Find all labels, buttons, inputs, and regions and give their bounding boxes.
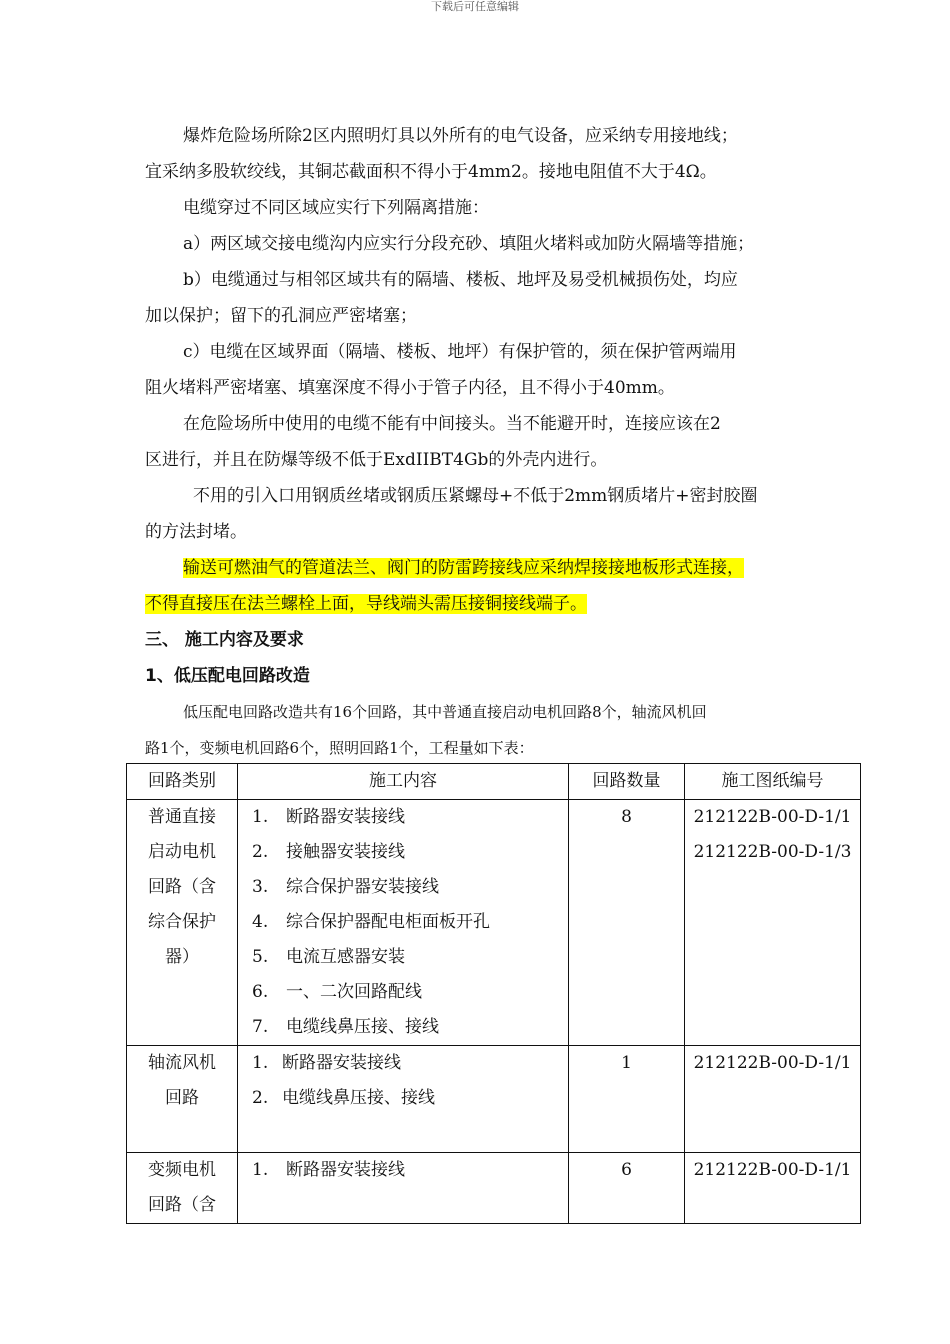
content-item: 2. 电缆线鼻压接、接线 — [252, 1088, 435, 1108]
category-line: 综合保护 — [148, 912, 216, 932]
paragraph: 电缆穿过不同区域应实行下列隔离措施： — [183, 198, 489, 218]
drawing-number: 212122B-00-D-1/1 — [693, 807, 852, 827]
content-item: 6. 一、二次回路配线 — [252, 982, 422, 1002]
drawing-number: 212122B-00-D-1/3 — [693, 842, 852, 862]
category-line: 回路（含 — [148, 1195, 216, 1215]
table-header-row — [127, 764, 861, 800]
content-cell — [238, 1046, 569, 1153]
drawing-number: 212122B-00-D-1/1 — [693, 1053, 852, 1073]
header-cell: 回路数量 — [569, 764, 685, 800]
drawing-number: 212122B-00-D-1/1 — [693, 1160, 852, 1180]
category-line: 普通直接 — [148, 807, 216, 827]
header-note: 下载后可任意编辑 — [431, 0, 519, 13]
count-cell: 1 — [569, 1046, 685, 1153]
paragraph: 加以保护；留下的孔洞应严密堵塞； — [145, 306, 417, 326]
drawing-cell — [685, 1046, 861, 1153]
paragraph: 爆炸危险场所除2区内照明灯具以外所有的电气设备，应采纳专用接地线； — [183, 126, 738, 146]
category-line: 器） — [165, 947, 199, 967]
paragraph: 的方法封堵。 — [145, 522, 247, 542]
content-item: 5. 电流互感器安装 — [252, 947, 405, 967]
drawing-cell — [685, 800, 861, 1046]
paragraph: 阻火堵料严密堵塞、填塞深度不得小于管子内径，且不得小于40mm。 — [145, 378, 675, 398]
paragraph: b）电缆通过与相邻区域共有的隔墙、楼板、地坪及易受机械损伤处，均应 — [183, 270, 738, 290]
content-item: 2. 接触器安装接线 — [252, 842, 405, 862]
document-body — [145, 118, 865, 766]
content-item: 7. 电缆线鼻压接、接线 — [252, 1017, 439, 1037]
highlight-text: 不得直接压在法兰螺栓上面，导线端头需压接铜接线端子。 — [145, 594, 587, 614]
category-line: 变频电机 — [148, 1160, 216, 1180]
highlighted-paragraph — [145, 550, 865, 586]
header-cell: 施工内容 — [238, 764, 569, 800]
content-item: 1. 断路器安装接线 — [252, 1053, 401, 1073]
header-cell: 回路类别 — [127, 764, 238, 800]
paragraph: c）电缆在区域界面（隔墙、楼板、地坪）有保护管的，须在保护管两端用 — [183, 342, 737, 362]
table-row — [127, 800, 861, 1046]
section-heading: 三、 施工内容及要求 — [145, 630, 304, 650]
category-line: 启动电机 — [148, 842, 216, 862]
content-cell — [238, 1153, 569, 1224]
category-line: 回路（含 — [148, 877, 216, 897]
content-cell — [238, 800, 569, 1046]
paragraph: 路1个，变频电机回路6个，照明回路1个，工程量如下表： — [145, 739, 534, 757]
paragraph: 低压配电回路改造共有16个回路，其中普通直接启动电机回路8个，轴流风机回 — [183, 703, 707, 721]
paragraph: 区进行，并且在防爆等级不低于ExdIIBT4Gb的外壳内进行。 — [145, 450, 608, 470]
paragraph: a）两区域交接电缆沟内应实行分段充砂、填阻火堵料或加防火隔墙等措施； — [183, 234, 755, 254]
category-cell — [127, 800, 238, 1046]
subsection-heading: 1、低压配电回路改造 — [145, 666, 310, 686]
drawing-cell — [685, 1153, 861, 1224]
table-row — [127, 1153, 861, 1224]
category-cell — [127, 1153, 238, 1224]
table-row — [127, 1046, 861, 1153]
content-item: 1. 断路器安装接线 — [252, 807, 405, 827]
highlight-text: 输送可燃油气的管道法兰、阀门的防雷跨接线应采纳焊接接地板形式连接， — [183, 558, 744, 578]
content-item: 4. 综合保护器配电柜面板开孔 — [252, 912, 490, 932]
paragraph: 在危险场所中使用的电缆不能有中间接头。当不能避开时，连接应该在2 — [183, 414, 721, 434]
category-line: 回路 — [165, 1088, 199, 1108]
paragraph: 不用的引入口用钢质丝堵或钢质压紧螺母+不低于2mm钢质堵片+密封胶圈 — [193, 486, 758, 506]
header-cell: 施工图纸编号 — [685, 764, 861, 800]
count-cell: 6 — [569, 1153, 685, 1224]
category-cell — [127, 1046, 238, 1153]
count-cell: 8 — [569, 800, 685, 1046]
content-item: 1. 断路器安装接线 — [252, 1160, 405, 1180]
work-table — [126, 763, 861, 1224]
highlighted-paragraph — [145, 586, 865, 622]
category-line: 轴流风机 — [148, 1053, 216, 1073]
content-item: 3. 综合保护器安装接线 — [252, 877, 439, 897]
paragraph: 宜采纳多股软绞线，其铜芯截面积不得小于4mm2。接地电阻值不大于4Ω。 — [145, 162, 717, 182]
